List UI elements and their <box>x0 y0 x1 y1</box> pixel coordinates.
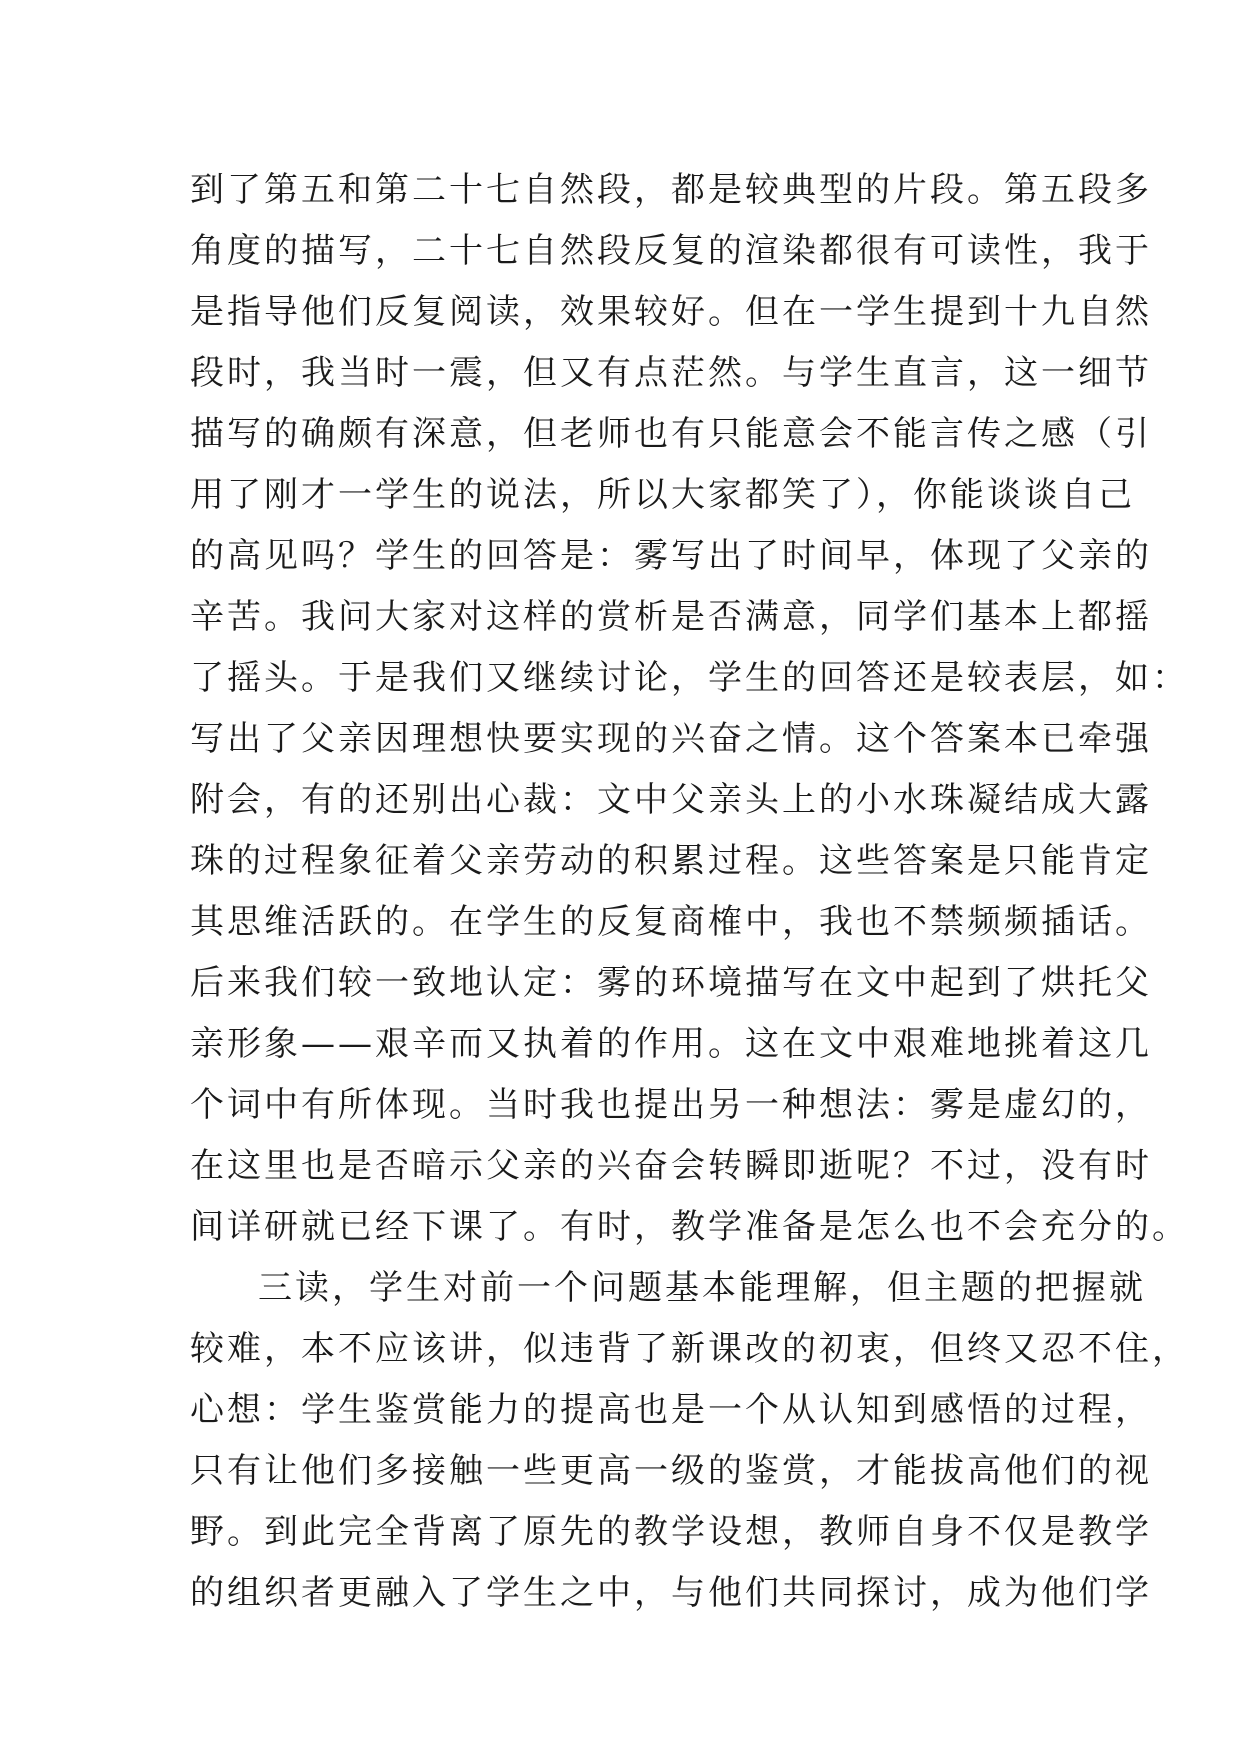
paragraph-1 <box>190 160 1189 1258</box>
text-line: 亲形象——艰辛而又执着的作用。这在文中艰难地挑着这几 <box>190 1024 1152 1064</box>
text-line: 三读，学生对前一个问题基本能理解，但主题的把握就 <box>258 1268 1146 1308</box>
text-line: 附会，有的还别出心裁：文中父亲头上的小水珠凝结成大露 <box>190 780 1152 820</box>
text-line: 较难，本不应该讲，似违背了新课改的初衷，但终又忍不住， <box>190 1329 1189 1369</box>
text-line: 是指导他们反复阅读，效果较好。但在一学生提到十九自然 <box>190 292 1152 332</box>
text-line: 在这里也是否暗示父亲的兴奋会转瞬即逝呢？不过，没有时 <box>190 1146 1152 1186</box>
text-line: 写出了父亲因理想快要实现的兴奋之情。这个答案本已牵强 <box>190 719 1152 759</box>
text-line: 只有让他们多接触一些更高一级的鉴赏，才能拔高他们的视 <box>190 1451 1152 1491</box>
text-line: 到了第五和第二十七自然段，都是较典型的片段。第五段多 <box>190 170 1152 210</box>
text-line: 用了刚才一学生的说法，所以大家都笑了），你能谈谈自己 <box>190 475 1135 515</box>
text-line: 角度的描写，二十七自然段反复的渲染都很有可读性，我于 <box>190 231 1152 271</box>
text-line: 辛苦。我问大家对这样的赏析是否满意，同学们基本上都摇 <box>190 597 1152 637</box>
text-line: 珠的过程象征着父亲劳动的积累过程。这些答案是只能肯定 <box>190 841 1152 881</box>
text-line: 野。到此完全背离了原先的教学设想，教师自身不仅是教学 <box>190 1512 1152 1552</box>
text-line: 了摇头。于是我们又继续讨论，学生的回答还是较表层，如： <box>190 658 1189 698</box>
body-text <box>190 160 1189 1624</box>
text-line: 其思维活跃的。在学生的反复商榷中，我也不禁频频插话。 <box>190 902 1152 942</box>
text-line: 后来我们较一致地认定：雾的环境描写在文中起到了烘托父 <box>190 963 1152 1003</box>
text-line: 个词中有所体现。当时我也提出另一种想法：雾是虚幻的， <box>190 1085 1152 1125</box>
text-line: 心想：学生鉴赏能力的提高也是一个从认知到感悟的过程， <box>190 1390 1152 1430</box>
text-line: 段时，我当时一震，但又有点茫然。与学生直言，这一细节 <box>190 353 1152 393</box>
text-line: 间详研就已经下课了。有时，教学准备是怎么也不会充分的。 <box>190 1207 1189 1247</box>
text-line: 的高见吗？学生的回答是：雾写出了时间早，体现了父亲的 <box>190 536 1152 576</box>
text-line: 描写的确颇有深意，但老师也有只能意会不能言传之感（引 <box>190 414 1152 454</box>
paragraph-2 <box>190 1258 1189 1624</box>
text-line: 的组织者更融入了学生之中，与他们共同探讨，成为他们学 <box>190 1573 1152 1613</box>
